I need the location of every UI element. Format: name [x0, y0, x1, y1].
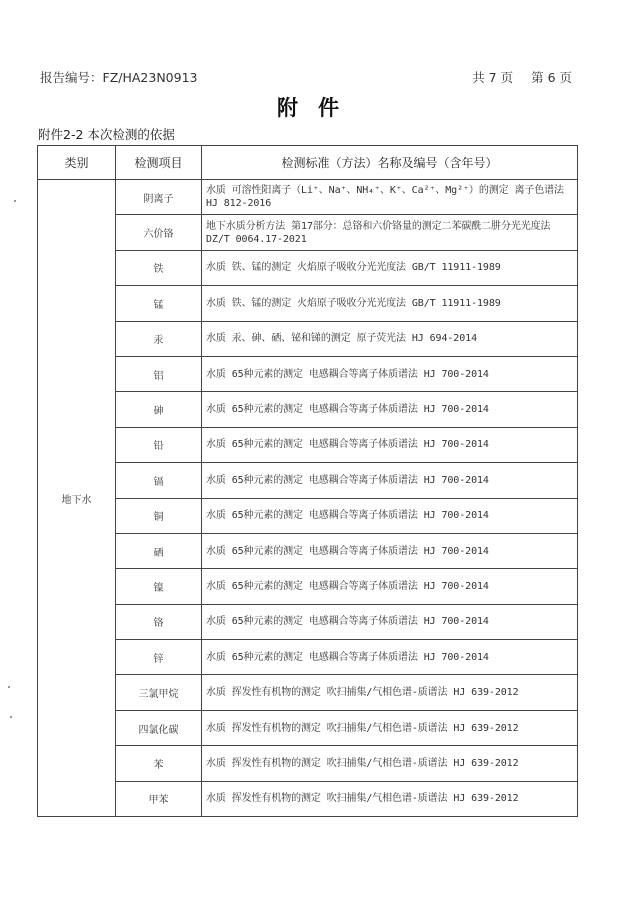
standard-cell: 水质 65种元素的测定 电感耦合等离子体质谱法 HJ 700-2014: [202, 427, 578, 462]
scan-mark: [14, 200, 16, 202]
standard-cell: 水质 挥发性有机物的测定 吹扫捕集/气相色谱-质谱法 HJ 639-2012: [202, 675, 578, 710]
table-row: [38, 463, 578, 498]
column-header-item: 检测项目: [116, 146, 202, 180]
test-item-cell: 镍: [116, 569, 202, 604]
page-title: 附件: [277, 96, 359, 120]
standard-cell: 水质 65种元素的测定 电感耦合等离子体质谱法 HJ 700-2014: [202, 498, 578, 533]
test-item-cell: 苯: [116, 746, 202, 781]
table-header-row: [38, 146, 578, 180]
page-info: [458, 68, 572, 86]
test-item-cell: 四氯化碳: [116, 710, 202, 745]
table-row: [38, 675, 578, 710]
standard-cell: 水质 65种元素的测定 电感耦合等离子体质谱法 HJ 700-2014: [202, 356, 578, 391]
test-item-cell: 铜: [116, 498, 202, 533]
table-row: [38, 569, 578, 604]
testing-basis-table: [37, 145, 578, 817]
report-number: 报告编号：FZ/HA23N0913: [40, 70, 198, 85]
standard-cell: 水质 挥发性有机物的测定 吹扫捕集/气相色谱-质谱法 HJ 639-2012: [202, 781, 578, 816]
table-row: [38, 321, 578, 356]
table-row: [38, 215, 578, 250]
standard-cell: 地下水质分析方法 第17部分：总铬和六价铬量的测定二苯碳酰二肼分光光度法 DZ/T 0064.17-2021: [202, 215, 578, 250]
standard-cell: 水质 挥发性有机物的测定 吹扫捕集/气相色谱-质谱法 HJ 639-2012: [202, 746, 578, 781]
scan-mark: [10, 716, 12, 718]
test-item-cell: 六价铬: [116, 215, 202, 250]
test-item-cell: 三氯甲烷: [116, 675, 202, 710]
report-header: [40, 68, 572, 86]
table-row: [38, 640, 578, 675]
table-row: [38, 533, 578, 568]
standard-cell: 水质 65种元素的测定 电感耦合等离子体质谱法 HJ 700-2014: [202, 463, 578, 498]
total-pages: 共 7 页: [472, 70, 514, 85]
test-item-cell: 铝: [116, 356, 202, 391]
table-row: [38, 427, 578, 462]
test-item-cell: 铁: [116, 250, 202, 285]
standard-cell: 水质 汞、砷、硒、铋和锑的测定 原子荧光法 HJ 694-2014: [202, 321, 578, 356]
test-item-cell: 硒: [116, 533, 202, 568]
table-row: [38, 286, 578, 321]
table-row: [38, 746, 578, 781]
standard-cell: 水质 65种元素的测定 电感耦合等离子体质谱法 HJ 700-2014: [202, 569, 578, 604]
standard-cell: 水质 铁、锰的测定 火焰原子吸收分光光度法 GB/T 11911-1989: [202, 286, 578, 321]
scan-mark: [8, 686, 10, 688]
table-row: [38, 781, 578, 816]
table-row: [38, 392, 578, 427]
category-cell: 地下水: [38, 180, 116, 817]
test-item-cell: 砷: [116, 392, 202, 427]
standard-cell: 水质 65种元素的测定 电感耦合等离子体质谱法 HJ 700-2014: [202, 604, 578, 639]
test-item-cell: 镉: [116, 463, 202, 498]
column-header-standard: 检测标准（方法）名称及编号（含年号）: [202, 146, 578, 180]
table-body: [38, 146, 578, 817]
table-row: [38, 498, 578, 533]
test-item-cell: 甲苯: [116, 781, 202, 816]
standard-cell: 水质 65种元素的测定 电感耦合等离子体质谱法 HJ 700-2014: [202, 392, 578, 427]
test-item-cell: 锌: [116, 640, 202, 675]
standard-cell: 水质 65种元素的测定 电感耦合等离子体质谱法 HJ 700-2014: [202, 640, 578, 675]
current-page: 第 6 页: [531, 70, 572, 85]
test-item-cell: 铅: [116, 427, 202, 462]
test-item-cell: 锰: [116, 286, 202, 321]
table-row: [38, 604, 578, 639]
table-row: [38, 356, 578, 391]
attachment-subtitle: 附件2-2 本次检测的依据: [38, 127, 175, 142]
test-item-cell: 汞: [116, 321, 202, 356]
standard-cell: 水质 65种元素的测定 电感耦合等离子体质谱法 HJ 700-2014: [202, 533, 578, 568]
column-header-category: 类别: [38, 146, 116, 180]
table-row: [38, 250, 578, 285]
standard-cell: 水质 铁、锰的测定 火焰原子吸收分光光度法 GB/T 11911-1989: [202, 250, 578, 285]
table-row: [38, 180, 578, 215]
test-item-cell: 阴离子: [116, 180, 202, 215]
standard-cell: 水质 挥发性有机物的测定 吹扫捕集/气相色谱-质谱法 HJ 639-2012: [202, 710, 578, 745]
standard-cell: 水质 可溶性阳离子（Li⁺、Na⁺、NH₄⁺、K⁺、Ca²⁺、Mg²⁺）的测定 离子色谱法 HJ 812-2016: [202, 180, 578, 215]
test-item-cell: 铬: [116, 604, 202, 639]
table-row: [38, 710, 578, 745]
